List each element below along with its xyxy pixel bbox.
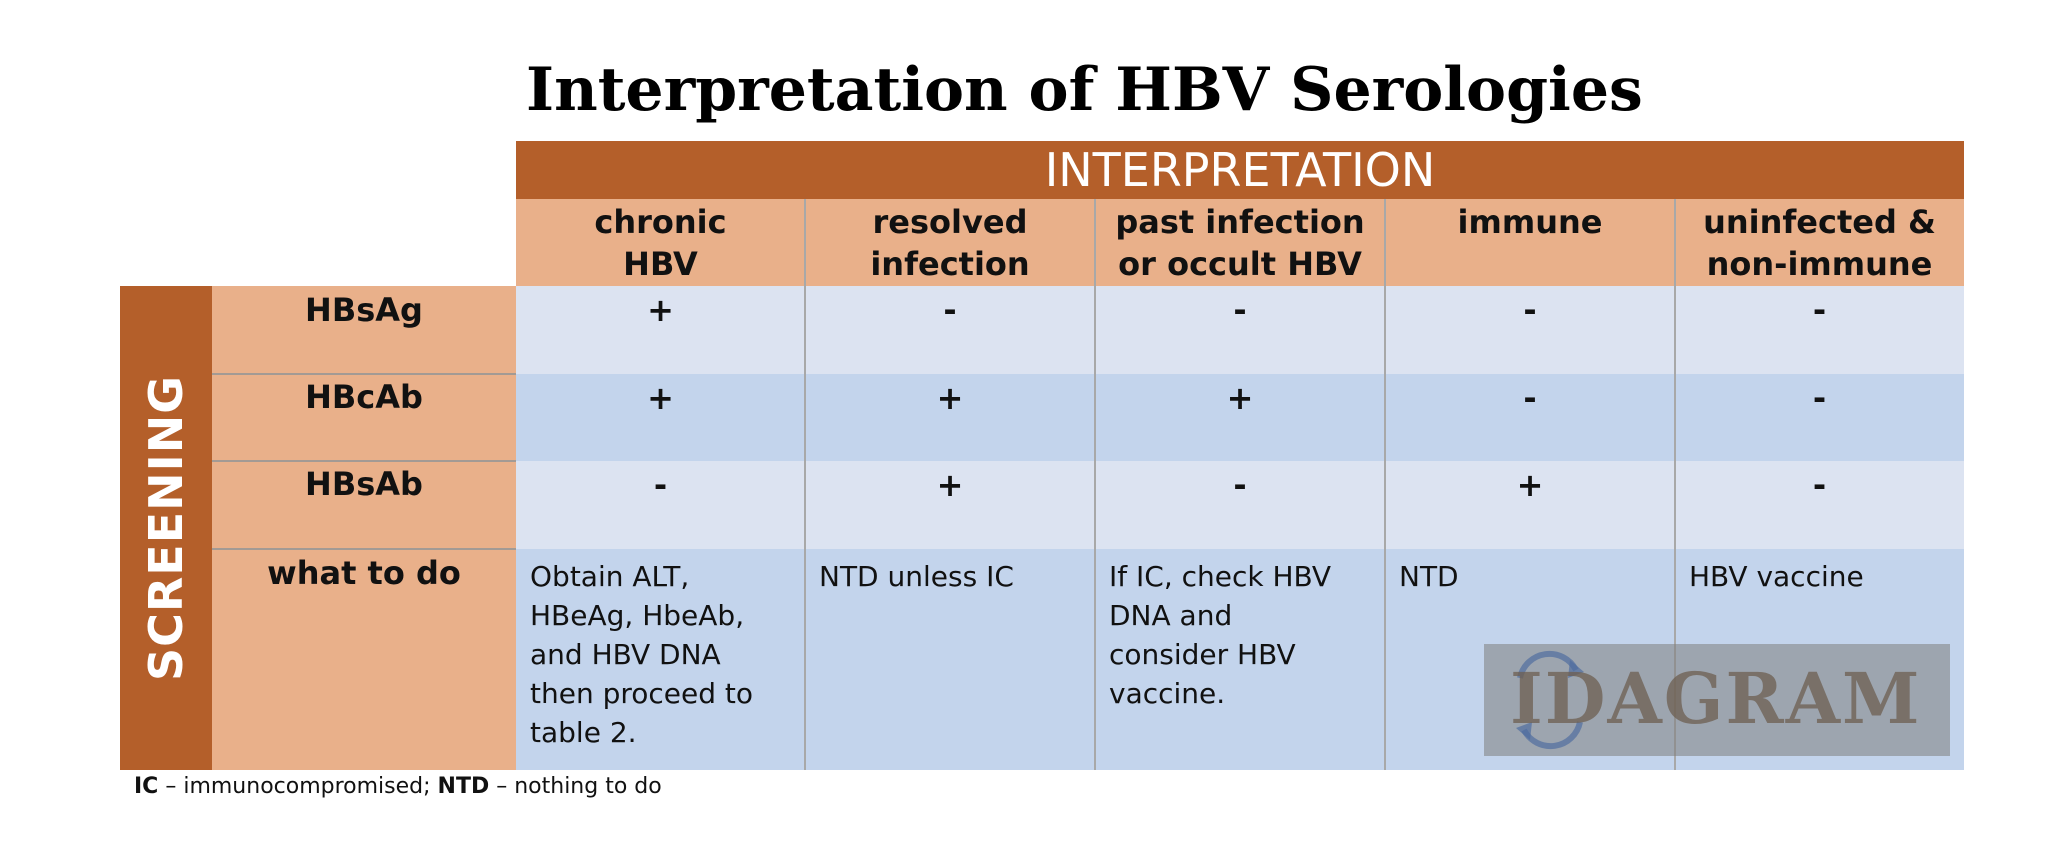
- cell-hbcab-immune: -: [1385, 374, 1675, 461]
- todo-line: table 2.: [530, 716, 637, 749]
- column-divider: [1094, 199, 1096, 770]
- column-header-uninfected: [1675, 199, 1964, 286]
- column-header-line: HBV: [623, 245, 698, 283]
- column-header-line: immune: [1457, 203, 1603, 241]
- cell-hbsab-uninfected: -: [1675, 461, 1964, 549]
- cell-hbsab-past: -: [1095, 461, 1385, 549]
- cell-hbsag-resolved: -: [805, 286, 1095, 374]
- column-header-line: non-immune: [1706, 245, 1933, 283]
- cell-hbcab-chronic: +: [516, 374, 805, 461]
- cell-todo-chronic: [516, 549, 805, 770]
- todo-line: NTD unless IC: [819, 560, 1014, 593]
- row-divider: [212, 373, 516, 375]
- todo-line: HBeAg, HbeAb,: [530, 599, 745, 632]
- watermark-logo: [1484, 644, 1950, 756]
- footnote-ntd-text: – nothing to do: [489, 774, 662, 799]
- row-label-hbcab: HBcAb: [305, 378, 423, 416]
- todo-line: NTD: [1399, 560, 1459, 593]
- column-header-chronic-hbv: [516, 199, 805, 286]
- cell-hbcab-past: +: [1095, 374, 1385, 461]
- column-header-line: or occult HBV: [1118, 245, 1362, 283]
- cell-hbcab-uninfected: -: [1675, 374, 1964, 461]
- cell-hbsab-resolved: +: [805, 461, 1095, 549]
- cell-hbsag-chronic: +: [516, 286, 805, 374]
- row-divider: [212, 460, 516, 462]
- row-label-what-to-do: what to do: [267, 554, 461, 592]
- footnote-ic-text: – immunocompromised;: [158, 774, 438, 799]
- row-label-hbsag: HBsAg: [305, 291, 423, 329]
- column-divider: [804, 199, 806, 770]
- cell-hbsab-immune: +: [1385, 461, 1675, 549]
- column-header-resolved-infection: [805, 199, 1095, 286]
- row-label-hbsab: HBsAb: [305, 465, 423, 503]
- cell-todo-past: [1095, 549, 1385, 770]
- todo-line: consider HBV: [1109, 638, 1296, 671]
- cell-hbsag-uninfected: -: [1675, 286, 1964, 374]
- column-divider: [1384, 199, 1386, 770]
- column-header-line: resolved: [872, 203, 1028, 241]
- footnote-ic-abbr: IC: [134, 774, 159, 799]
- column-header-immune: [1385, 199, 1675, 286]
- cell-todo-resolved: [805, 549, 1095, 770]
- column-header-past-infection: [1095, 199, 1385, 286]
- column-header-line: chronic: [594, 203, 727, 241]
- column-header-line: uninfected &: [1703, 203, 1936, 241]
- column-header-line: infection: [870, 245, 1030, 283]
- footnote-ntd-abbr: NTD: [437, 774, 490, 799]
- footnote: [134, 772, 662, 802]
- screening-label: SCREENING: [139, 374, 193, 682]
- column-header-line: past infection: [1115, 203, 1365, 241]
- page-title: Interpretation of HBV Serologies: [526, 55, 1643, 125]
- cell-hbsag-immune: -: [1385, 286, 1675, 374]
- row-divider: [212, 548, 516, 550]
- todo-line: DNA and: [1109, 599, 1233, 632]
- interpretation-header: INTERPRETATION: [516, 141, 1964, 199]
- todo-line: HBV vaccine: [1689, 560, 1864, 593]
- cell-hbsag-past: -: [1095, 286, 1385, 374]
- todo-line: vaccine.: [1109, 677, 1226, 710]
- todo-line: then proceed to: [530, 677, 754, 710]
- todo-line: Obtain ALT,: [530, 560, 690, 593]
- screening-bar: [120, 286, 212, 770]
- todo-line: and HBV DNA: [530, 638, 721, 671]
- cell-hbcab-resolved: +: [805, 374, 1095, 461]
- watermark-text: IDAGRAM: [1510, 657, 1922, 740]
- cell-hbsab-chronic: -: [516, 461, 805, 549]
- row-label-column: [212, 286, 516, 770]
- todo-line: If IC, check HBV: [1109, 560, 1332, 593]
